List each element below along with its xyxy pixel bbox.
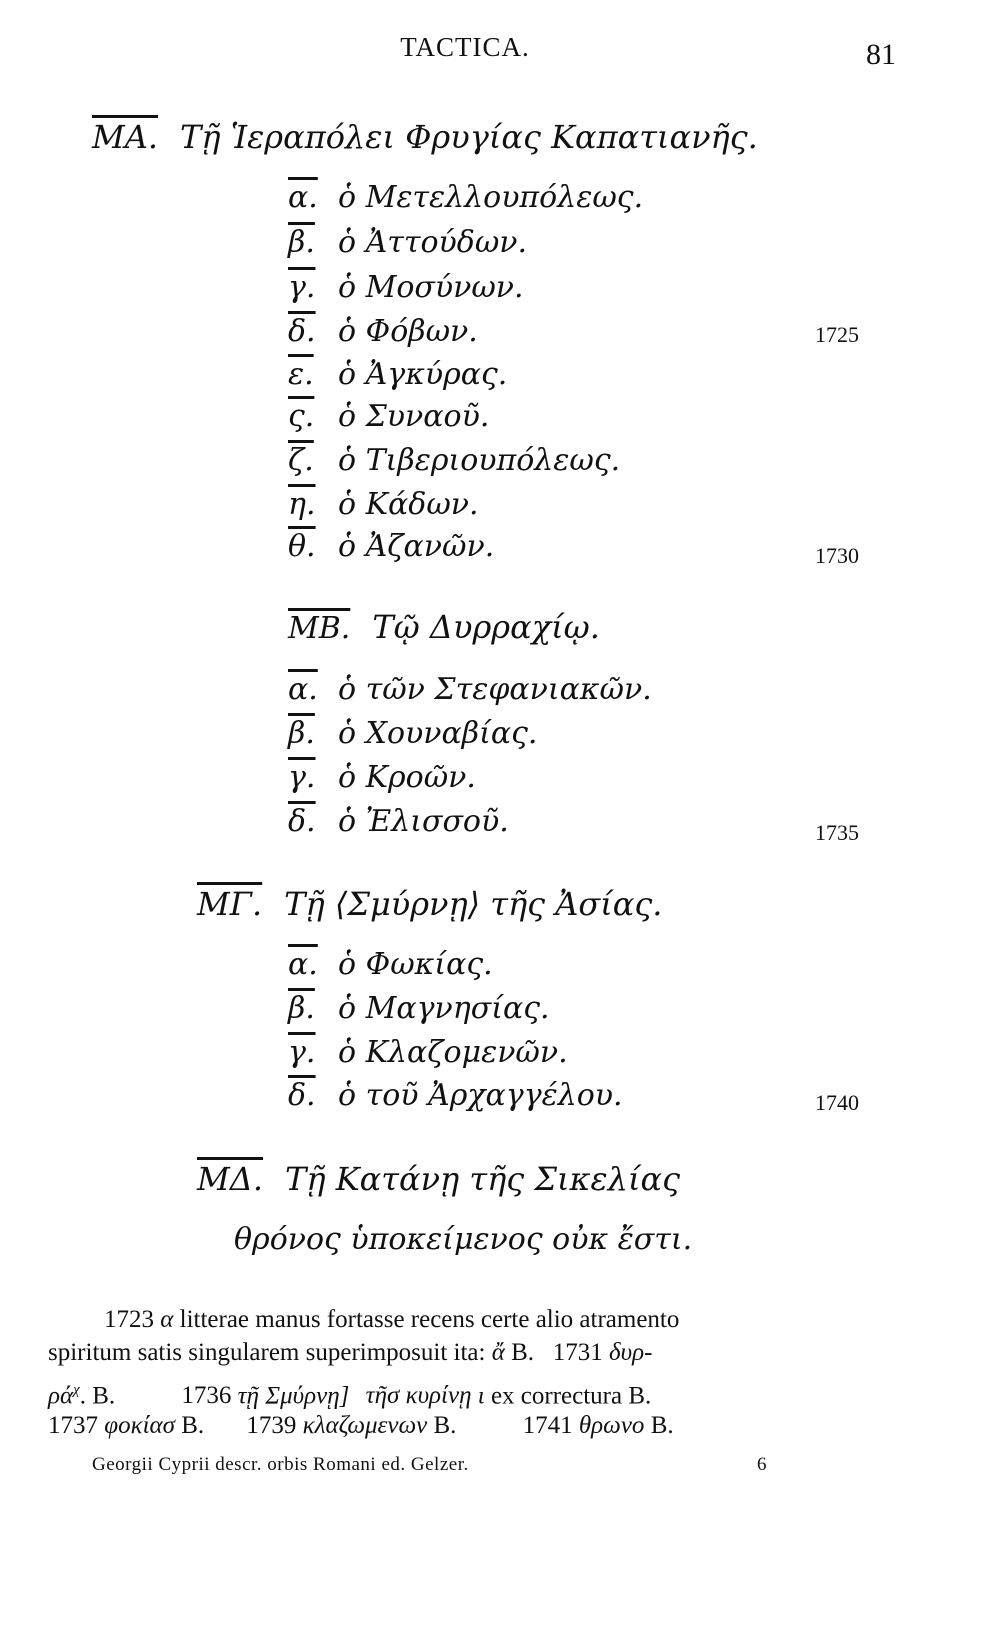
item-text: ὁ τοῦ Ἀρχαγγέλου. bbox=[338, 1078, 623, 1113]
section-number: ΜΒ. bbox=[288, 611, 351, 646]
note-text: B. bbox=[650, 1412, 674, 1439]
section-heading bbox=[92, 118, 758, 156]
item-text: ὁ Τιβεριουπόλεως. bbox=[338, 443, 621, 478]
item-text: ὁ Ἀγκύρας. bbox=[338, 357, 508, 392]
note-text: . B. bbox=[79, 1382, 116, 1410]
item-text: ὁ Μοσύνων. bbox=[338, 270, 524, 305]
item-letter: α. bbox=[288, 672, 318, 707]
note-greek: δυρ- bbox=[609, 1339, 653, 1366]
note-greek: ι bbox=[477, 1382, 485, 1410]
list-item bbox=[288, 225, 527, 260]
note-ref: 1723 bbox=[104, 1306, 154, 1333]
item-letter: ς. bbox=[288, 399, 315, 434]
section-number: ΜΓ. bbox=[197, 885, 263, 923]
section-heading bbox=[288, 608, 600, 646]
item-text: ὁ Μετελλουπόλεως. bbox=[338, 180, 644, 215]
item-text: ὁ Χουναβίας. bbox=[338, 716, 538, 751]
apparatus-line bbox=[48, 1382, 651, 1410]
note-ref: 1736 bbox=[181, 1382, 232, 1410]
list-item bbox=[288, 804, 509, 839]
signature-line: Georgii Cyprii descr. orbis Romani ed. Gelzer. bbox=[92, 1454, 469, 1475]
note-ref: 1741 bbox=[522, 1412, 573, 1439]
apparatus-line bbox=[48, 1339, 652, 1367]
list-item bbox=[288, 180, 643, 215]
section-title: Τῇ Κατάνῃ τῆς Σικελίας bbox=[285, 1160, 681, 1198]
item-letter: α. bbox=[288, 180, 318, 215]
item-letter: η. bbox=[288, 487, 316, 522]
note-ref: 1739 bbox=[246, 1412, 297, 1439]
section-number: ΜΑ. bbox=[92, 118, 159, 156]
section-heading bbox=[197, 885, 662, 923]
note-text: B. bbox=[181, 1412, 205, 1439]
line-number: 1725 bbox=[815, 322, 859, 347]
list-item bbox=[288, 760, 476, 795]
note-greek: ρά bbox=[48, 1382, 74, 1410]
running-title: TACTICA. bbox=[400, 32, 530, 62]
signature-mark: 6 bbox=[757, 1454, 767, 1475]
item-letter: θ. bbox=[288, 529, 316, 564]
section-heading bbox=[197, 1160, 680, 1198]
note-greek: θρωνο bbox=[578, 1412, 645, 1439]
section-title: Τῇ Ἱεραπόλει Φρυγίας Καπατιανῆς. bbox=[180, 118, 758, 156]
item-letter: δ. bbox=[288, 1078, 316, 1113]
note-greek: τῆσ κυρίνῃ bbox=[365, 1382, 472, 1410]
line-number: 1740 bbox=[815, 1090, 859, 1115]
note-greek: α bbox=[160, 1306, 174, 1333]
item-letter: ζ. bbox=[288, 443, 314, 478]
item-letter: β. bbox=[288, 991, 315, 1026]
note-greek: ἄ bbox=[491, 1339, 505, 1366]
note-text: B. 1731 bbox=[511, 1339, 603, 1366]
item-letter: γ. bbox=[288, 270, 316, 305]
item-text: ὁ Μαγνησίας. bbox=[338, 991, 550, 1026]
note-greek: φοκίασ bbox=[104, 1412, 175, 1439]
item-text: ὁ Φόβων. bbox=[338, 314, 478, 349]
section-title: Τῇ ⟨Σμύρνῃ⟩ τῆς Ἀσίας. bbox=[284, 885, 663, 923]
note-greek: τῇ Σμύρνῃ] bbox=[237, 1382, 350, 1410]
list-item bbox=[288, 399, 489, 434]
item-text: ὁ Συναοῦ. bbox=[338, 399, 490, 434]
list-item bbox=[288, 672, 652, 707]
item-letter: β. bbox=[288, 716, 315, 751]
list-item bbox=[288, 716, 537, 751]
list-item bbox=[288, 1078, 623, 1113]
section-title: Τῷ Δυρραχίῳ. bbox=[372, 608, 600, 646]
section-number: ΜΔ. bbox=[197, 1160, 264, 1198]
item-text: ὁ Φωκίας. bbox=[338, 947, 493, 982]
note-text: ex correctura B. bbox=[490, 1382, 652, 1410]
list-item bbox=[288, 991, 550, 1026]
note-text: B. bbox=[433, 1412, 457, 1439]
apparatus-line bbox=[104, 1306, 679, 1334]
item-letter: δ. bbox=[288, 804, 316, 839]
note-ref: 1737 bbox=[48, 1412, 98, 1439]
item-text: ὁ Κάδων. bbox=[338, 487, 479, 522]
note-text: spiritum satis singularem superimposuit ita: bbox=[48, 1339, 486, 1366]
note-greek-sup: χ bbox=[73, 1382, 80, 1398]
item-letter: ε. bbox=[288, 357, 314, 392]
note-greek: κλαζωμενων bbox=[302, 1412, 428, 1439]
list-item bbox=[288, 529, 494, 564]
list-item bbox=[288, 314, 478, 349]
list-item bbox=[288, 487, 479, 522]
item-letter: γ. bbox=[288, 760, 316, 795]
item-letter: γ. bbox=[288, 1035, 316, 1070]
item-letter: α. bbox=[288, 947, 318, 982]
item-letter: β. bbox=[288, 225, 315, 260]
list-item bbox=[288, 947, 493, 982]
note-text: litterae manus fortasse recens certe alio atramento bbox=[179, 1306, 680, 1333]
page-number: 81 bbox=[866, 38, 896, 71]
item-text: ὁ τῶν Στεφανιακῶν. bbox=[338, 672, 652, 707]
list-item bbox=[288, 357, 507, 392]
item-letter: δ. bbox=[288, 314, 316, 349]
item-text: ὁ Ἐλισσοῦ. bbox=[338, 804, 509, 839]
item-text: ὁ Κλαζομενῶν. bbox=[338, 1035, 568, 1070]
list-item bbox=[288, 443, 620, 478]
list-item bbox=[288, 270, 524, 305]
section-subline: θρόνος ὑποκείμενος οὐκ ἔστι. bbox=[234, 1222, 693, 1257]
item-text: ὁ Ἀττούδων. bbox=[338, 225, 528, 260]
list-item bbox=[288, 1035, 568, 1070]
item-text: ὁ Ἀζανῶν. bbox=[338, 529, 495, 564]
apparatus-line bbox=[48, 1412, 674, 1440]
line-number: 1735 bbox=[815, 820, 859, 845]
line-number: 1730 bbox=[815, 543, 859, 568]
item-text: ὁ Κροῶν. bbox=[338, 760, 476, 795]
